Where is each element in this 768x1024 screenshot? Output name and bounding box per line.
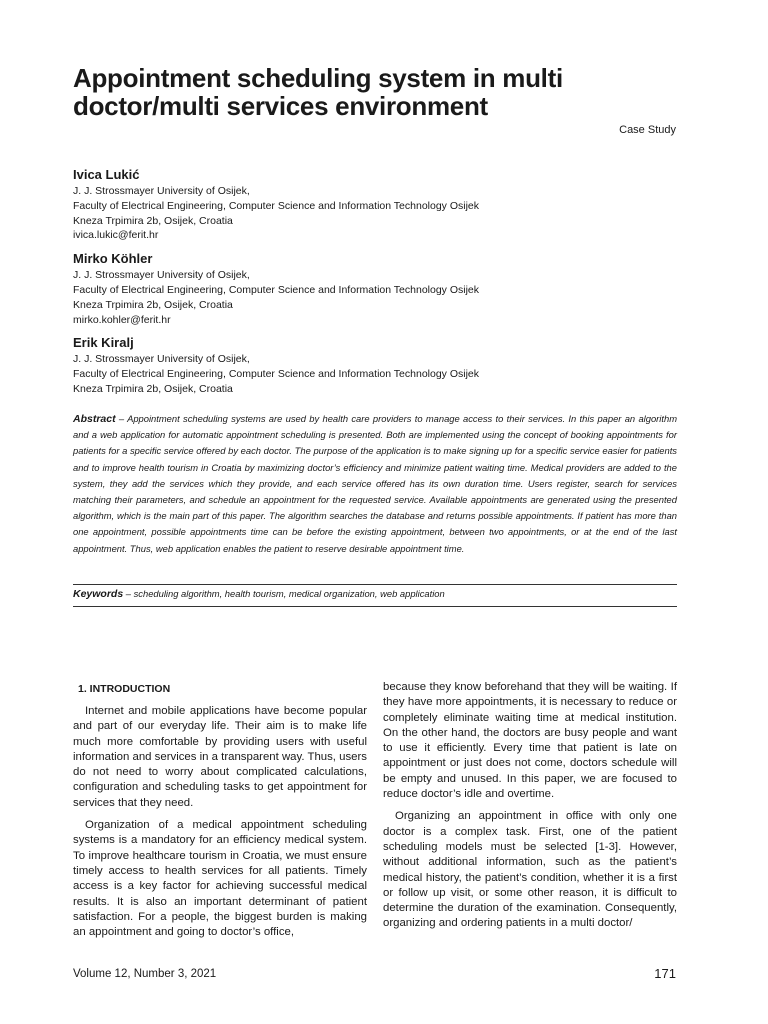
abstract-label: Abstract [73,413,116,425]
right-column [383,680,677,939]
keywords-label: Keywords [73,588,124,600]
affiliation-line: Kneza Trpimira 2b, Osijek, Croatia [73,214,233,227]
affiliation-line: Kneza Trpimira 2b, Osijek, Croatia [73,298,233,311]
abstract [73,411,677,557]
keywords [73,587,677,601]
document-type-label: Case Study [619,124,676,136]
author-email: mirko.kohler@ferit.hr [73,313,171,326]
body-paragraph: Organization of a medical appointment scheduling systems is a mandatory for an efficiency medical system. To improve healthcare tourism in Croatia, we must ensure timely access to health services for all patients. Timely access is a key factor for achieving successful medical results. It is also an important determinant of patient satisfaction. For a people, the biggest burden is making an appointment and going to doctor’s office, [73,819,367,939]
author-name: Mirko Köhler [73,251,153,267]
section-heading: 1. INTRODUCTION [78,683,171,695]
author-list [73,165,683,403]
paper-title [73,64,683,120]
abstract-text: – Appointment scheduling systems are used by health care providers to manage access to their services. In this paper an algorithm and a web application for automatic appointment scheduling is presented. Both are implemented using the concept of booking appointments for patients for a specific service offered by each doctor. The purpose of the application is to make signing up for a specific service easier for patients and to improve health tourism in Croatia by maximizing doctor’s efficiency and minimize patient waiting time. Medical providers are added to the system, they add the services which they provide, and each service offered has its own duration time. Users register, search for services matching their parameters, and schedule an appointment for the requested service. Available appointments are generated using the presented algorithm, which is the main part of this paper. The algorithm searches the database and returns possible appointments. If patient has more than one appointment, possible appointments time can be before the existing appointment, between two appointments, or at the end of the last appointment. Thus, web application enables the patient to reserve desirable appointment time. [73,413,677,554]
page-number: 171 [654,966,676,981]
keywords-bottom-rule [73,606,677,607]
author-email: ivica.lukic@ferit.hr [73,229,159,242]
keywords-top-rule [73,584,677,585]
affiliation-line: Kneza Trpimira 2b, Osijek, Croatia [73,382,233,395]
affiliation-line: J. J. Strossmayer University of Osijek, [73,353,250,366]
keywords-text: – scheduling algorithm, health tourism, medical organization, web application [123,588,445,599]
body-paragraph: Internet and mobile applications have become popular and part of our everyday life. Their aim is to make life much more comfortable by providing users with useful information and services in a transparent way. Thus, users do not need to worry about complicated calculations, configuration and scheduling tasks to get appointment for services that they need. [73,705,367,809]
body-paragraph: Organizing an appointment in office with only one doctor is a complex task. First, one of the patient scheduling models must be selected [1-3]. However, without additional information, such as the patient’s medical history, the patient’s condition, whether it is a first or follow up visit, or some other reason, it is difficult to determine the duration of the examination. Consequently, organizing and ordering patients in a multi doctor/ [383,810,677,930]
title-line-1: Appointment scheduling system in multi [73,63,563,93]
affiliation-line: J. J. Strossmayer University of Osijek, [73,269,250,282]
author-name: Erik Kiralj [73,335,134,351]
title-line-2: doctor/multi services environment [73,91,488,121]
affiliation-line: J. J. Strossmayer University of Osijek, [73,185,250,197]
affiliation-line: Faculty of Electrical Engineering, Computer Science and Information Technology Osijek [73,199,480,212]
body-paragraph: because they know beforehand that they will be waiting. If they have more appointments, it is necessary to reduce or completely eliminate waiting time at medical institution. On the other hand, the doctors are busy people and want to use it efficiently. Every time that patient is late on appointment or just does not come, doctors schedule will be empty and unused. In this paper, we are focused to reduce doctor’s idle and overtime. [383,681,677,801]
author-name: Ivica Lukić [73,167,140,182]
author-block [73,249,683,327]
author-block [73,333,683,396]
journal-volume: Volume 12, Number 3, 2021 [73,968,217,980]
affiliation-line: Faculty of Electrical Engineering, Computer Science and Information Technology Osijek [73,368,480,381]
affiliation-line: Faculty of Electrical Engineering, Computer Science and Information Technology Osijek [73,283,480,296]
author-block [73,165,683,243]
left-column [73,680,367,947]
